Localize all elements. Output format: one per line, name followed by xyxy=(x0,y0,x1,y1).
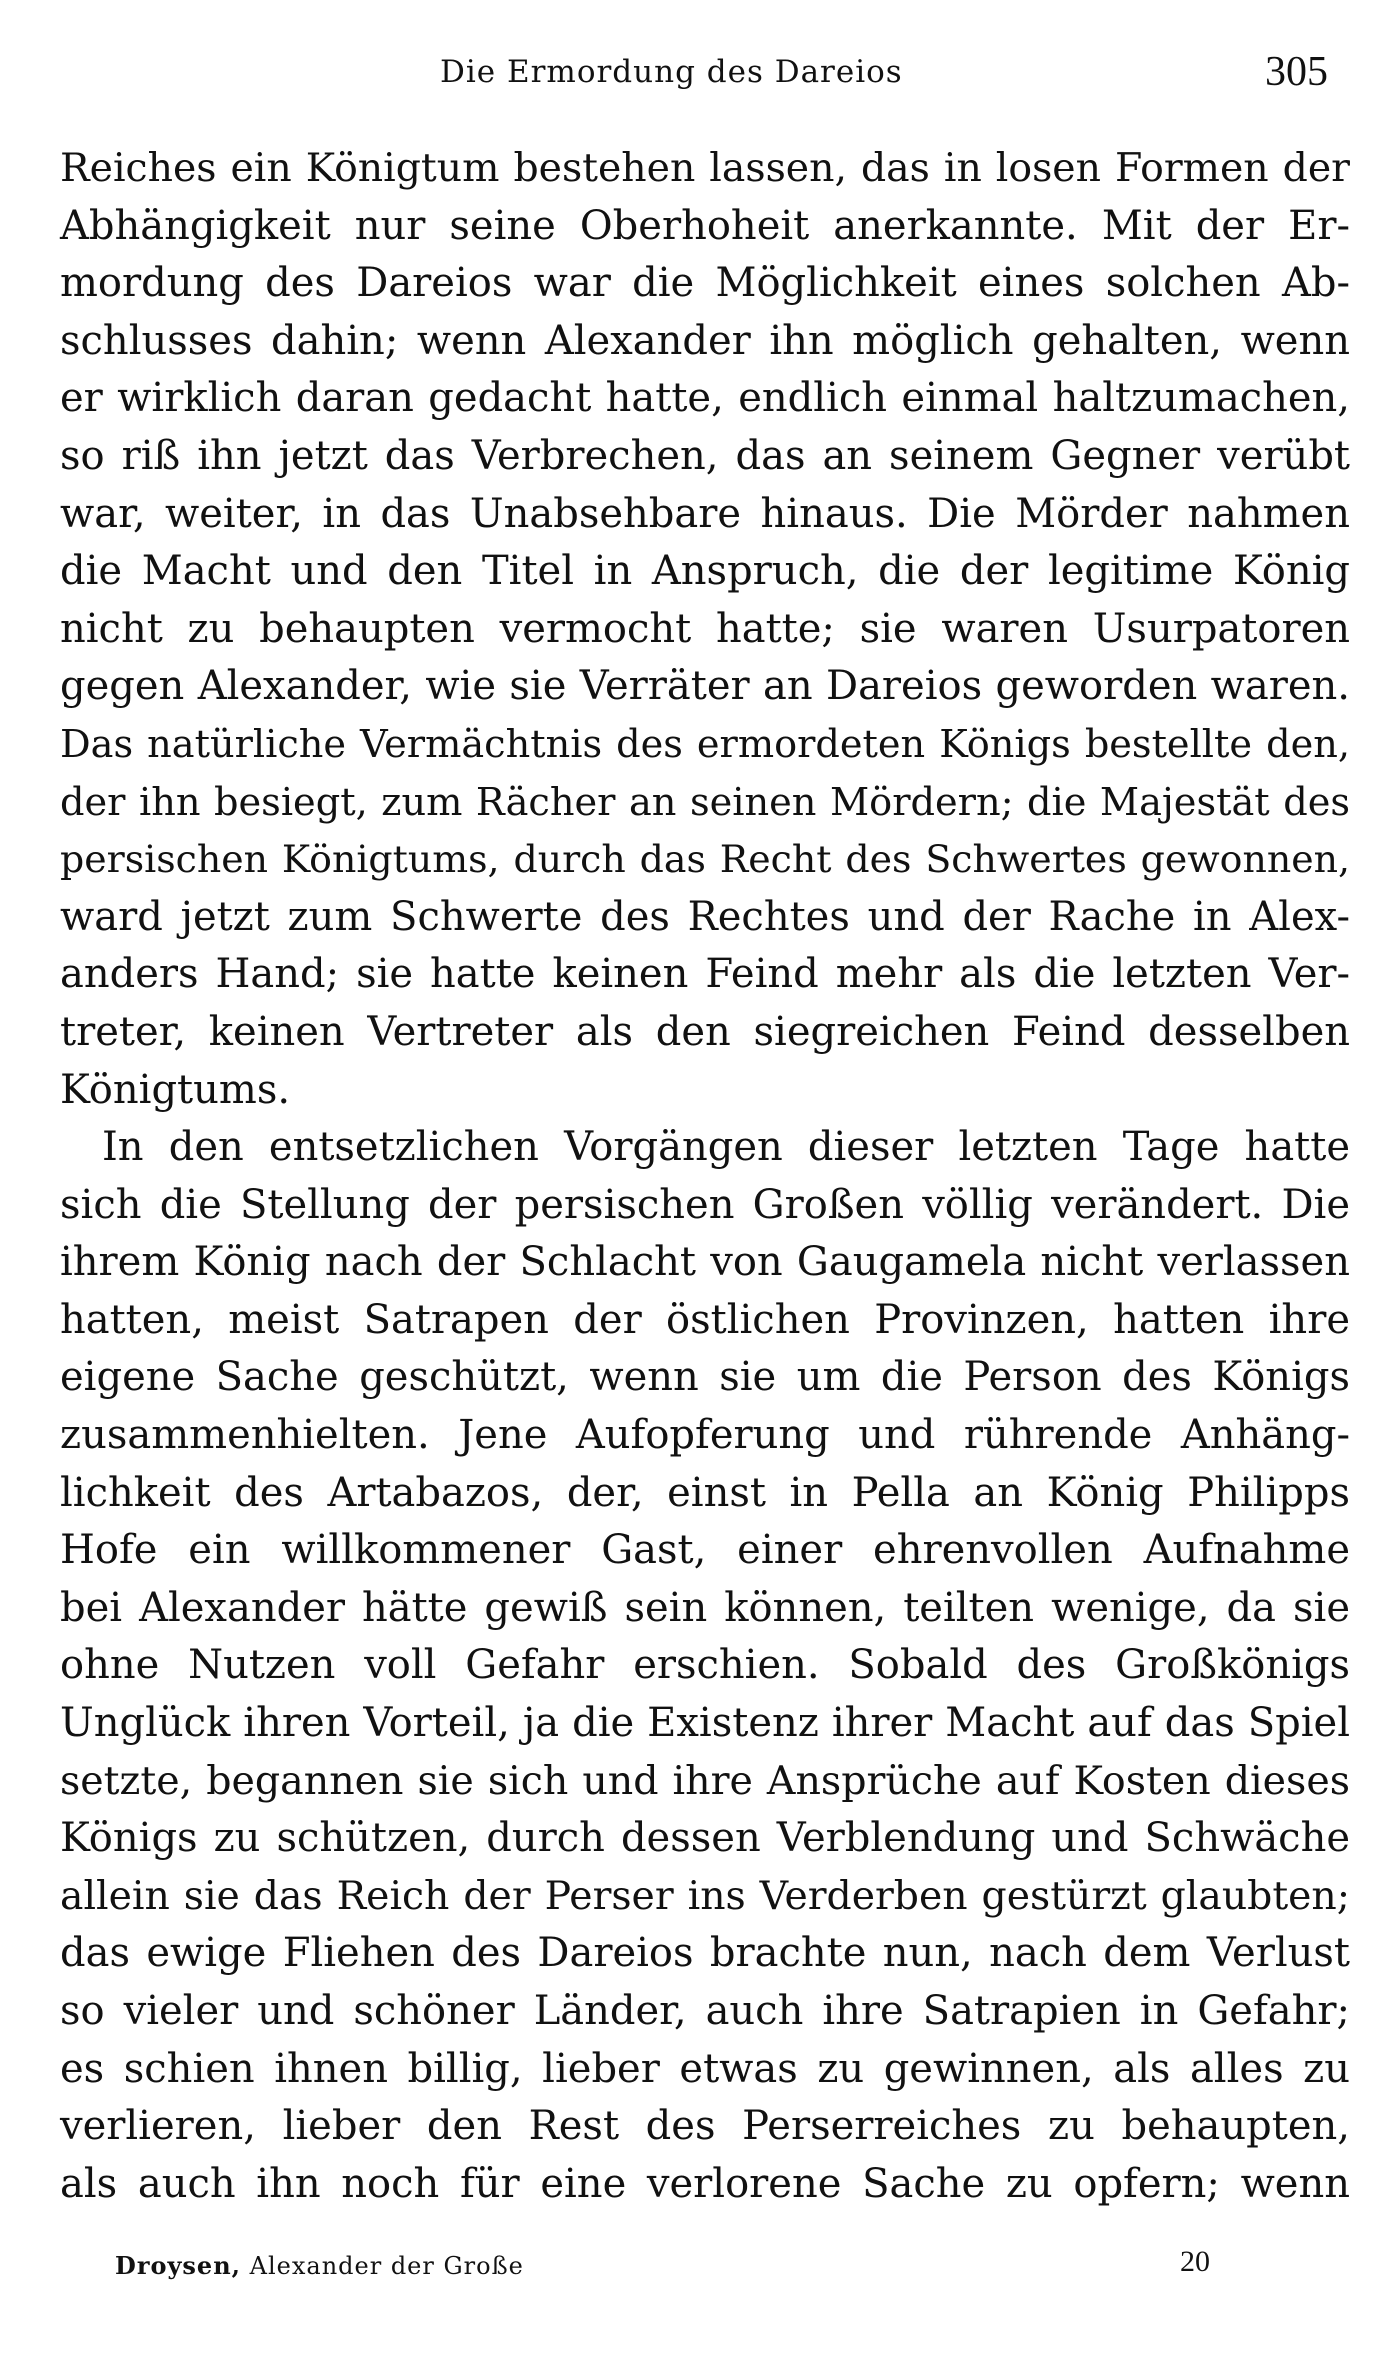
text-line: lichkeit des Artabazos, der, einst in Pella an König Philipps xyxy=(60,1469,1350,1516)
text-line: Unglück ihren Vorteil, ja die Existenz ihrer Macht auf das Spiel xyxy=(60,1700,1350,1747)
text-line: nicht zu behaupten vermocht hatte; sie waren Usurpatoren xyxy=(60,605,1350,652)
text-line: verlieren, lieber den Rest des Perserreiches zu behaupten, xyxy=(60,2103,1350,2150)
text-line: mordung des Dareios war die Möglichkeit eines solchen Ab- xyxy=(60,260,1350,307)
signature-author: Droysen, xyxy=(115,2251,241,2280)
running-title: Die Ermordung des Dareios xyxy=(440,54,903,90)
text-line: ohne Nutzen voll Gefahr erschien. Sobald des Großkönigs xyxy=(60,1642,1350,1689)
paragraph-start-line: In den entsetzlichen Vorgängen dieser letzten Tage hatte xyxy=(102,1124,1350,1171)
text-line: hatten, meist Satrapen der östlichen Provinzen, hatten ihre xyxy=(60,1296,1350,1343)
text-line: sich die Stellung der persischen Großen völlig verändert. Die xyxy=(60,1181,1350,1228)
text-line: Hofe ein willkommener Gast, einer ehrenvollen Aufnahme xyxy=(60,1527,1350,1574)
text-line: er wirklich daran gedacht hatte, endlich einmal haltzumachen, xyxy=(60,375,1350,422)
page-number: 305 xyxy=(1265,49,1328,95)
text-line: das ewige Fliehen des Dareios brachte nun, nach dem Verlust xyxy=(60,1930,1350,1977)
text-line: es schien ihnen billig, lieber etwas zu gewinnen, als alles zu xyxy=(60,2045,1350,2092)
text-line: Königs zu schützen, durch dessen Verblendung und Schwäche xyxy=(60,1815,1350,1862)
text-line: eigene Sache geschützt, wenn sie um die Person des Königs xyxy=(60,1354,1350,1401)
text-line: bei Alexander hätte gewiß sein können, teilten wenige, da sie xyxy=(60,1584,1350,1631)
text-line: Abhängigkeit nur seine Oberhoheit anerkannte. Mit der Er- xyxy=(60,202,1350,249)
text-line: ward jetzt zum Schwerte des Rechtes und der Rache in Alex- xyxy=(60,893,1350,940)
signature-title: Alexander der Große xyxy=(249,2252,524,2280)
text-line: allein sie das Reich der Perser ins Verderben gestürzt glaubten; xyxy=(60,1872,1350,1919)
text-line: der ihn besiegt, zum Rächer an seinen Mördern; die Majestät des xyxy=(60,779,1350,825)
text-line: ihrem König nach der Schlacht von Gaugamela nicht verlassen xyxy=(60,1239,1350,1286)
page-footer xyxy=(0,2245,1399,2305)
text-line: anders Hand; sie hatte keinen Feind mehr als die letzten Ver- xyxy=(60,951,1350,998)
sheet-number: 20 xyxy=(1180,2245,1210,2278)
text-line: war, weiter, in das Unabsehbare hinaus. Die Mörder nahmen xyxy=(60,490,1350,537)
text-line: persischen Königtums, durch das Recht des Schwertes gewonnen, xyxy=(60,837,1350,882)
text-line: als auch ihn noch für eine verlorene Sache zu opfern; wenn xyxy=(60,2160,1350,2207)
text-line: gegen Alexander, wie sie Verräter an Dareios geworden waren. xyxy=(60,663,1350,710)
text-line: Das natürliche Vermächtnis des ermordeten Königs bestellte den, xyxy=(60,721,1350,767)
text-line: die Macht und den Titel in Anspruch, die der legitime König xyxy=(60,548,1350,595)
text-line: so riß ihn jetzt das Verbrechen, das an seinem Gegner verübt xyxy=(60,432,1350,479)
running-head xyxy=(0,46,1399,106)
text-line: Reiches ein Königtum bestehen lassen, das in losen Formen der xyxy=(60,145,1350,191)
paragraph-end-line: Königtums. xyxy=(60,1066,291,1113)
text-line: schlusses dahin; wenn Alexander ihn möglich gehalten, wenn xyxy=(60,317,1350,364)
text-line: so vieler und schöner Länder, auch ihre Satrapien in Gefahr; xyxy=(60,1988,1350,2034)
text-line: treter, keinen Vertreter als den siegreichen Feind desselben xyxy=(60,1008,1350,1055)
body-text xyxy=(60,140,1350,2213)
signature-line xyxy=(115,2251,524,2280)
text-line: setzte, begannen sie sich und ihre Ansprüche auf Kosten dieses xyxy=(60,1757,1350,1804)
text-line: zusammenhielten. Jene Aufopferung und rührende Anhäng- xyxy=(60,1412,1350,1459)
